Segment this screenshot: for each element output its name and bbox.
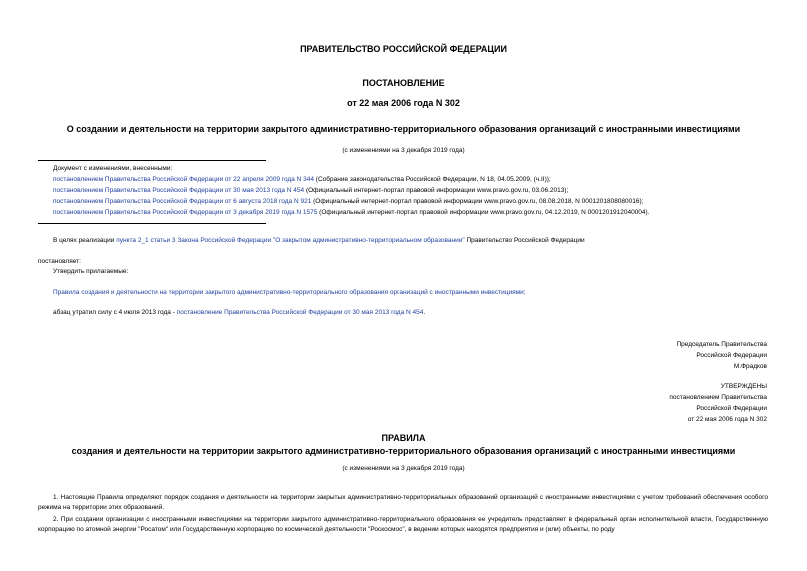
- approved-date: от 22 мая 2006 года N 302: [687, 416, 767, 423]
- divider-top: [38, 160, 266, 161]
- preamble-paragraph: [53, 237, 585, 244]
- rules-paragraph-1: 1. Настоящие Правила определяют порядок создания и деятельности на территории закрытых административно-территориальных образований организаций с иностранными инвестициями с учетом требований обеспечения особого режима на территории этих образований.: [38, 494, 768, 511]
- repealed-paragraph: [53, 309, 425, 316]
- revision-note: (с изменениями на 3 декабря 2019 года): [342, 147, 465, 154]
- change-source: (Официальный интернет-портал правовой информации www.pravo.gov.ru, 03.06.2013);: [304, 187, 569, 194]
- change-link[interactable]: постановлением Правительства Российской Федерации от 6 августа 2018 года N 921: [53, 198, 312, 205]
- rules-link[interactable]: Правила создания и деятельности на территории закрытого административно-территориального образования организаций с иностранными инвестициями;: [53, 289, 526, 296]
- divider-bottom: [38, 223, 266, 224]
- preamble-text-end: Правительство Российской Федерации: [464, 237, 585, 244]
- approved-label: УТВЕРЖДЕНЫ: [720, 383, 767, 390]
- rules-paragraph-2: 2. При создании организации с иностранными инвестициями на территории закрытого административно-территориального образования ее учредитель представляет в федеральный орган исполнительной власти, Государственную корпорацию по атомной энергии "Росатом" или Государственную корпорацию по космической деятельности "Роскосмос", в ведении которых находятся предприятия и (или) объекты, по роду: [38, 516, 768, 533]
- document-title: О создании и деятельности на территории закрытого административно-территориального образования организаций с иностранными инвестициями: [66, 124, 741, 134]
- document-date: от 22 мая 2006 года N 302: [347, 98, 460, 108]
- repeal-decree-link[interactable]: постановление Правительства Российской Федерации от 30 мая 2013 года N 454: [176, 309, 424, 316]
- preamble-text: В целях реализации: [53, 237, 117, 244]
- signature-name: М.Фрадков: [733, 363, 767, 370]
- law-link[interactable]: пункта 2_1 статьи 3 Закона Российской Федерации "О закрытом административно-территориальном образовании": [116, 237, 465, 244]
- signature-title: Председатель Правительства: [676, 341, 767, 348]
- rules-link-paragraph: [53, 289, 526, 296]
- approve-line: Утвердить прилагаемые:: [53, 268, 129, 275]
- changes-intro: Документ с изменениями, внесенными:: [53, 165, 173, 172]
- change-source: (Официальный интернет-портал правовой информации www.pravo.gov.ru, 04.12.2019, N 0001201912040004).: [317, 209, 650, 216]
- signature-org: Российской Федерации: [696, 352, 767, 359]
- change-link[interactable]: постановлением Правительства Российской Федерации от 3 декабря 2019 года N 1575: [53, 209, 318, 216]
- rules-heading: ПРАВИЛА: [381, 433, 426, 443]
- change-item: [53, 176, 551, 183]
- government-name: ПРАВИТЕЛЬСТВО РОССИЙСКОЙ ФЕДЕРАЦИИ: [300, 44, 507, 54]
- change-item: [53, 198, 643, 205]
- repealed-text: абзац утратил силу с 4 июля 2013 года -: [53, 309, 177, 316]
- repealed-text-end: .: [423, 309, 426, 316]
- change-item: [53, 209, 650, 216]
- rules-revision-note: (с изменениями на 3 декабря 2019 года): [342, 465, 465, 472]
- change-link[interactable]: постановлением Правительства Российской Федерации от 30 мая 2013 года N 454: [53, 187, 305, 194]
- decree-word: постановляет:: [38, 258, 81, 265]
- change-source: (Официальный интернет-портал правовой информации www.pravo.gov.ru, 08.08.2018, N 0001201808080016);: [311, 198, 644, 205]
- approved-by: постановлением Правительства: [669, 394, 767, 401]
- approved-org: Российской Федерации: [696, 405, 767, 412]
- change-link[interactable]: постановлением Правительства Российской Федерации от 22 апреля 2009 года N 344: [53, 176, 314, 183]
- change-item: [53, 187, 568, 194]
- change-source: (Собрание законодательства Российской Федерации, N 18, 04.05.2009, (ч.II));: [314, 176, 551, 183]
- document-type: ПОСТАНОВЛЕНИЕ: [362, 78, 445, 88]
- rules-subheading: создания и деятельности на территории закрытого административно-территориального образования организаций с иностранными инвестициями: [71, 446, 736, 456]
